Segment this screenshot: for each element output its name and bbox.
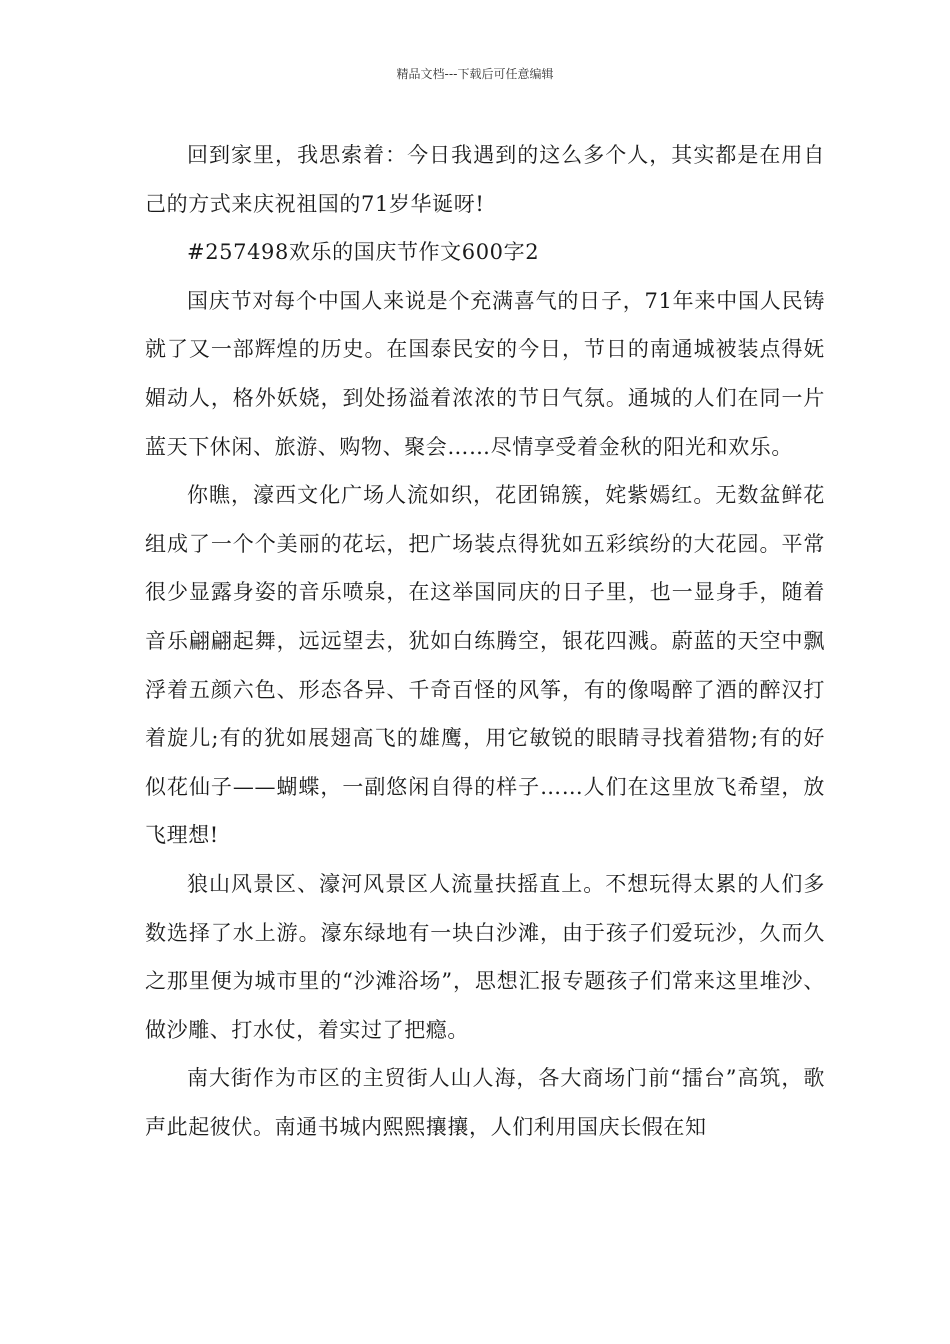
paragraph: 狼山风景区、濠河风景区人流量扶摇直上。不想玩得太累的人们多数选择了水上游。濠东绿地有一块白沙滩，由于孩子们爱玩沙，久而久之那里便为城市里的“沙滩浴场”，思想汇报专题孩子们常来这里堆沙、做沙雕、打水仗，着实过了把瘾。 [145,871,825,1042]
page-header: 精品文档---下载后可任意编辑 [396,67,554,81]
document-body [145,131,825,1151]
paragraph: 国庆节对每个中国人来说是个充满喜气的日子，71年来中国人民铸就了又一部辉煌的历史。在国泰民安的今日，节日的南通城被装点得妩媚动人，格外妖娆，到处扬溢着浓浓的节日气氛。通城的人们在同一片蓝天下休闲、旅游、购物、聚会……尽情享受着金秋的阳光和欢乐。 [145,288,825,459]
paragraph: 你瞧，濠西文化广场人流如织，花团锦簇，姹紫嫣红。无数盆鲜花组成了一个个美丽的花坛，把广场装点得犹如五彩缤纷的大花园。平常很少显露身姿的音乐喷泉，在这举国同庆的日子里，也一显身手，随着音乐翩翩起舞，远远望去，犹如白练腾空，银花四溅。蔚蓝的天空中飘浮着五颜六色、形态各异、千奇百怪的风筝，有的像喝醉了酒的醉汉打着旋儿;有的犹如展翅高飞的雄鹰，用它敏锐的眼睛寻找着猎物;有的好似花仙子——蝴蝶，一副悠闲自得的样子……人们在这里放飞希望，放飞理想! [145,483,825,848]
paragraph: 回到家里，我思索着：今日我遇到的这么多个人，其实都是在用自己的方式来庆祝祖国的71岁华诞呀! [145,143,825,216]
paragraph: 南大街作为市区的主贸街人山人海，各大商场门前“擂台”高筑，歌声此起彼伏。南通书城内熙熙攘攘，人们利用国庆长假在知 [145,1066,825,1139]
section-heading: #257498欢乐的国庆节作文600字2 [187,240,540,265]
